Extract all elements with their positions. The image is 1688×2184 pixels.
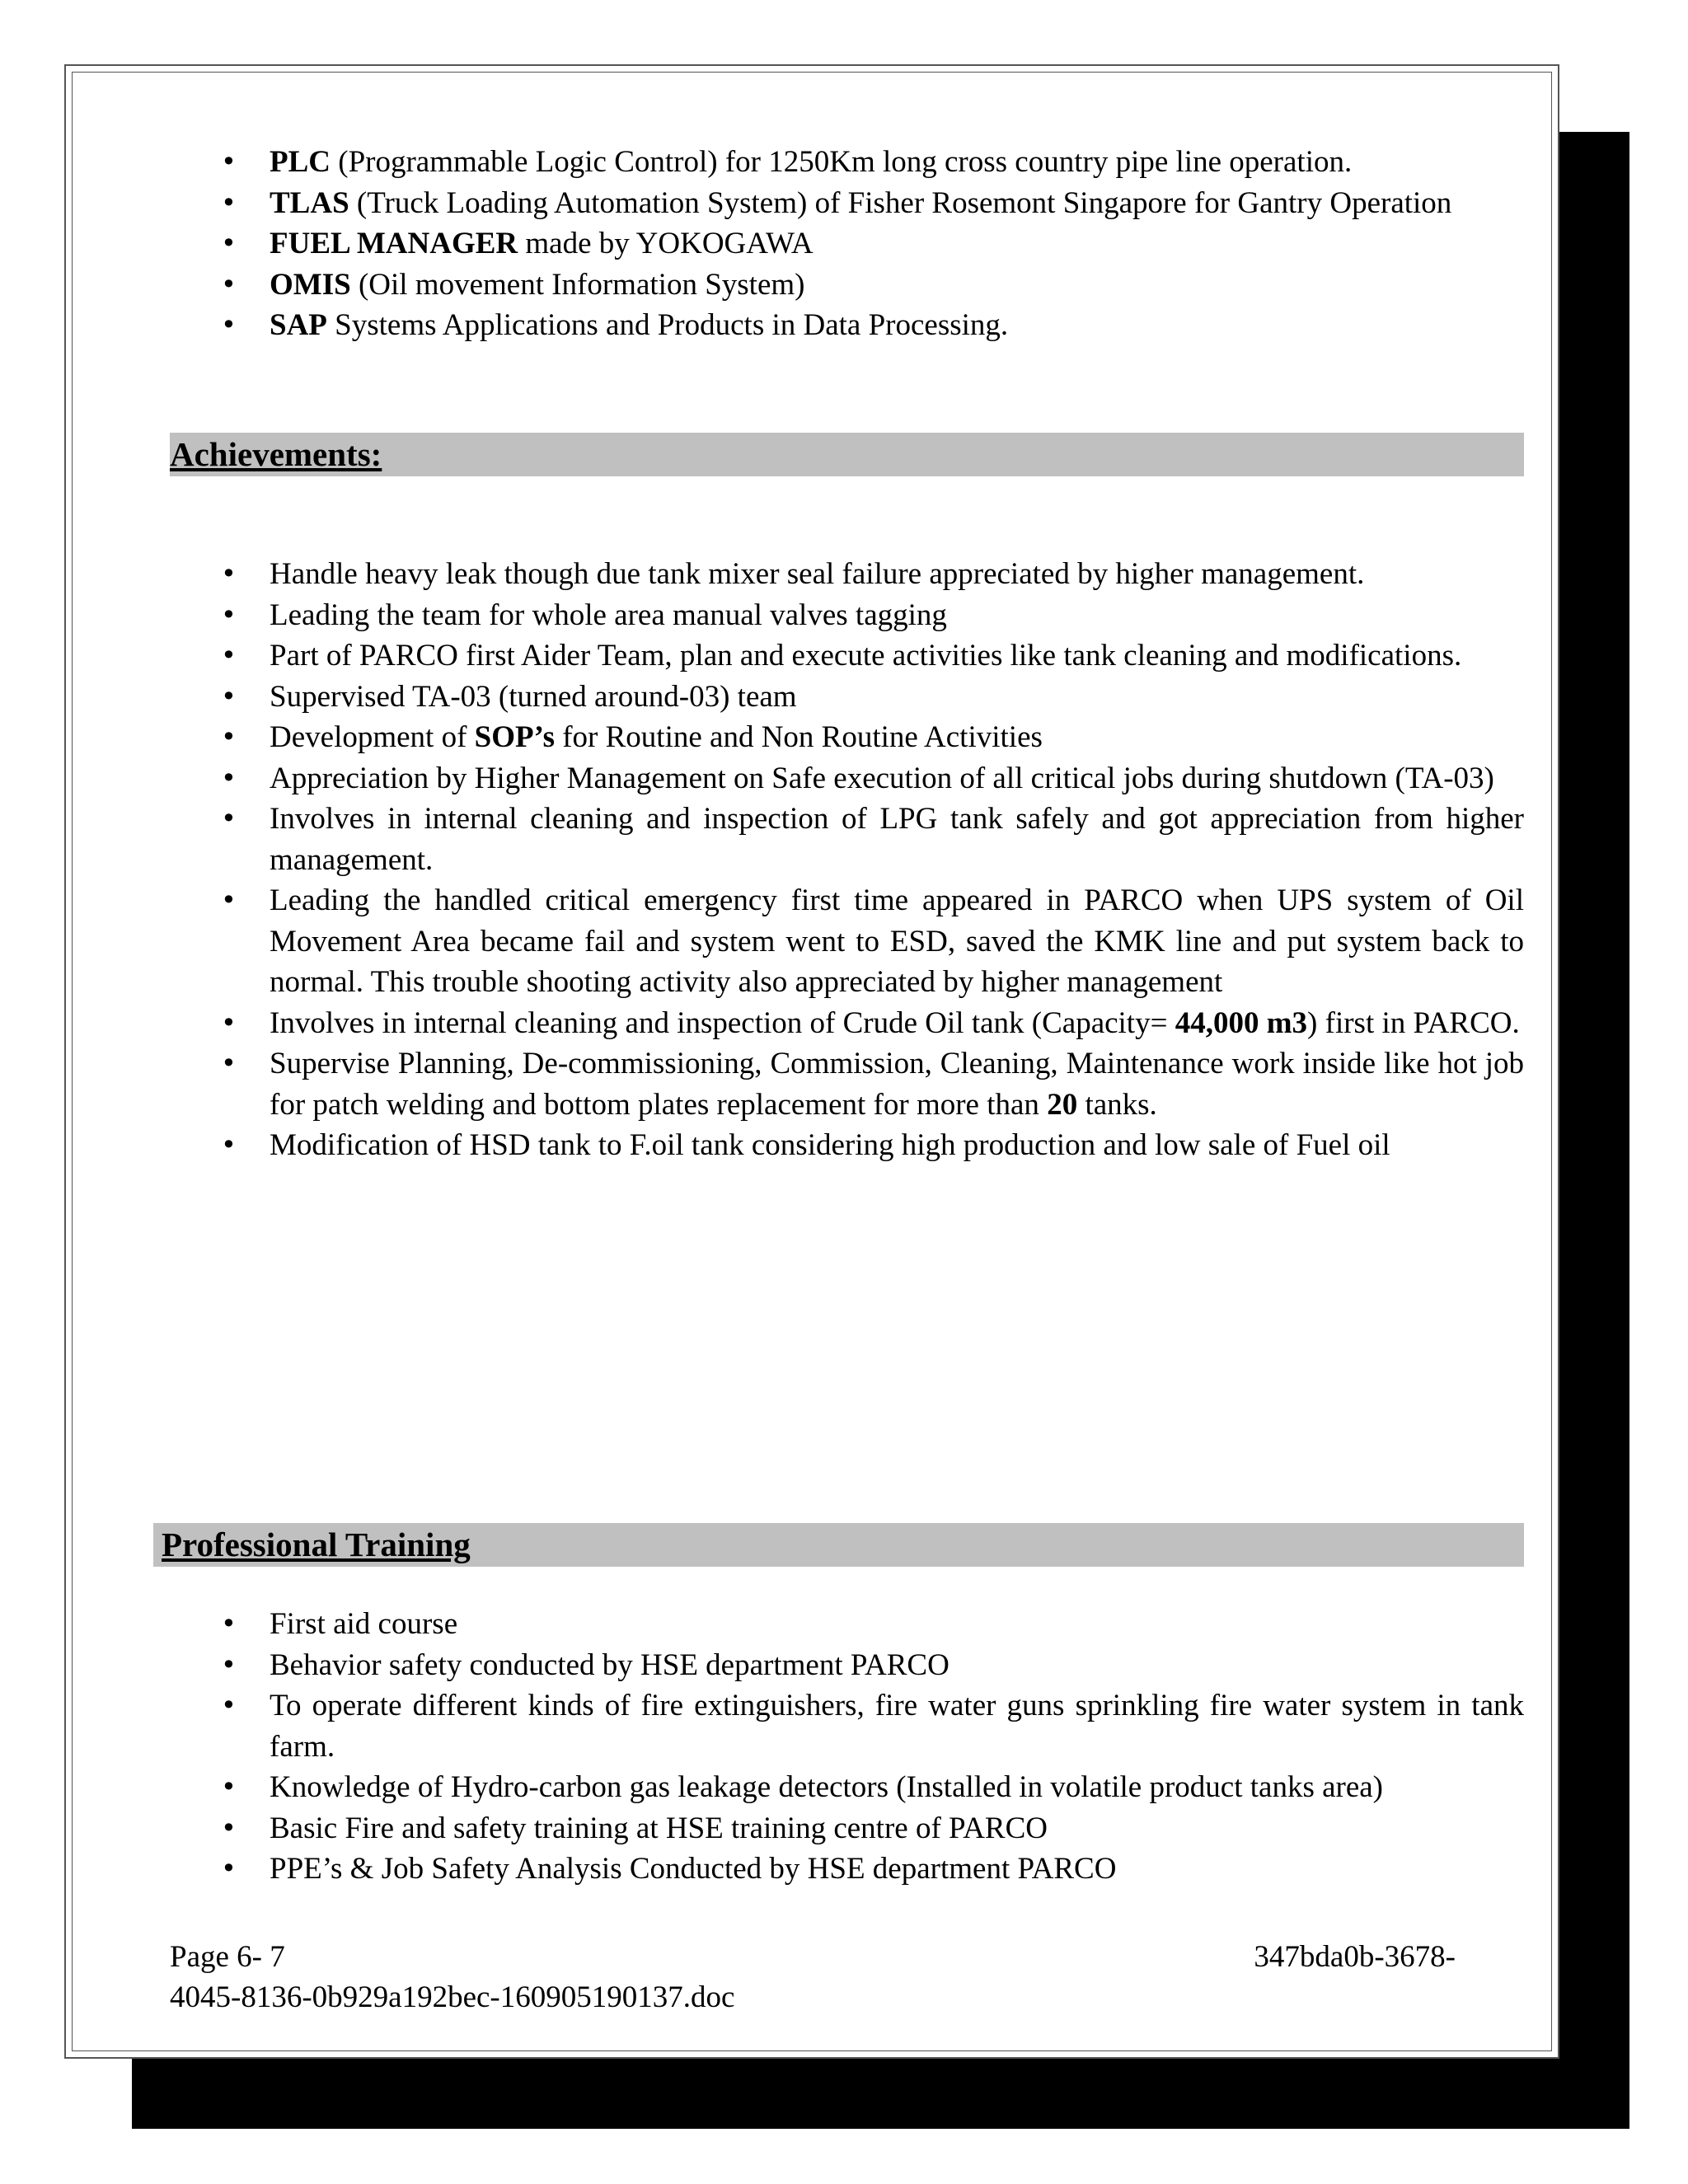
list-item: • Modification of HSD tank to F.oil tank considering high production and low sale of Fuel oil — [170, 1125, 1524, 1166]
list-item: • FUEL MANAGER made by YOKOGAWA — [170, 223, 1524, 265]
training-list — [170, 1604, 1524, 1890]
list-item: • Part of PARCO first Aider Team, plan and execute activities like tank cleaning and modifications. — [170, 635, 1524, 677]
list-item: • Supervise Planning, De-commissioning, Commission, Cleaning, Maintenance work inside like hot job for patch welding and bottom plates replacement for more than 20 tanks. — [170, 1043, 1524, 1125]
list-item: • Involves in internal cleaning and inspection of Crude Oil tank (Capacity= 44,000 m3) first in PARCO. — [170, 1003, 1524, 1044]
list-item: • Basic Fire and safety training at HSE training centre of PARCO — [170, 1808, 1524, 1849]
list-item: • SAP Systems Applications and Products in Data Processing. — [170, 305, 1524, 346]
achievements-list — [170, 554, 1524, 1166]
list-item: • Behavior safety conducted by HSE department PARCO — [170, 1645, 1524, 1686]
list-item: • To operate different kinds of fire extinguishers, fire water guns sprinkling fire water system in tank farm. — [170, 1685, 1524, 1767]
list-item: • PLC (Programmable Logic Control) for 1250Km long cross country pipe line operation. — [170, 142, 1524, 183]
list-item: • TLAS (Truck Loading Automation System) of Fisher Rosemont Singapore for Gantry Operation — [170, 183, 1524, 224]
page-footer — [170, 1937, 1456, 2018]
list-item: • Handle heavy leak though due tank mixer seal failure appreciated by higher management. — [170, 554, 1524, 595]
list-item: • Knowledge of Hydro-carbon gas leakage detectors (Installed in volatile product tanks area) — [170, 1767, 1524, 1808]
software-list-section — [170, 142, 1524, 346]
achievements-heading: Achievements: — [170, 435, 382, 473]
list-item: • Development of SOP’s for Routine and Non Routine Activities — [170, 717, 1524, 758]
list-item: • Leading the handled critical emergency first time appeared in PARCO when UPS system of Oil Movement Area became fail and system went to ESD, saved the KMK line and put system back to normal. This trouble shooting activity also appreciated by higher management — [170, 880, 1524, 1003]
list-item: • Involves in internal cleaning and inspection of LPG tank safely and got appreciation from higher management. — [170, 799, 1524, 880]
training-section — [170, 1604, 1524, 1890]
doc-id-part2: 4045-8136-0b929a192bec-160905190137.doc — [170, 1980, 735, 2014]
list-item: • Leading the team for whole area manual valves tagging — [170, 595, 1524, 636]
list-item: • OMIS (Oil movement Information System) — [170, 265, 1524, 306]
page-number: Page 6- 7 — [170, 1940, 285, 1974]
software-list — [170, 142, 1524, 346]
list-item: • Appreciation by Higher Management on Safe execution of all critical jobs during shutdown (TA-03) — [170, 758, 1524, 799]
list-item: • First aid course — [170, 1604, 1524, 1645]
list-item: • Supervised TA-03 (turned around-03) team — [170, 677, 1524, 718]
list-item: • PPE’s & Job Safety Analysis Conducted by HSE department PARCO — [170, 1849, 1524, 1890]
doc-id-part1: 347bda0b-3678- — [1254, 1940, 1456, 1974]
achievements-section — [170, 554, 1524, 1166]
training-heading: Professional Training — [162, 1526, 471, 1563]
